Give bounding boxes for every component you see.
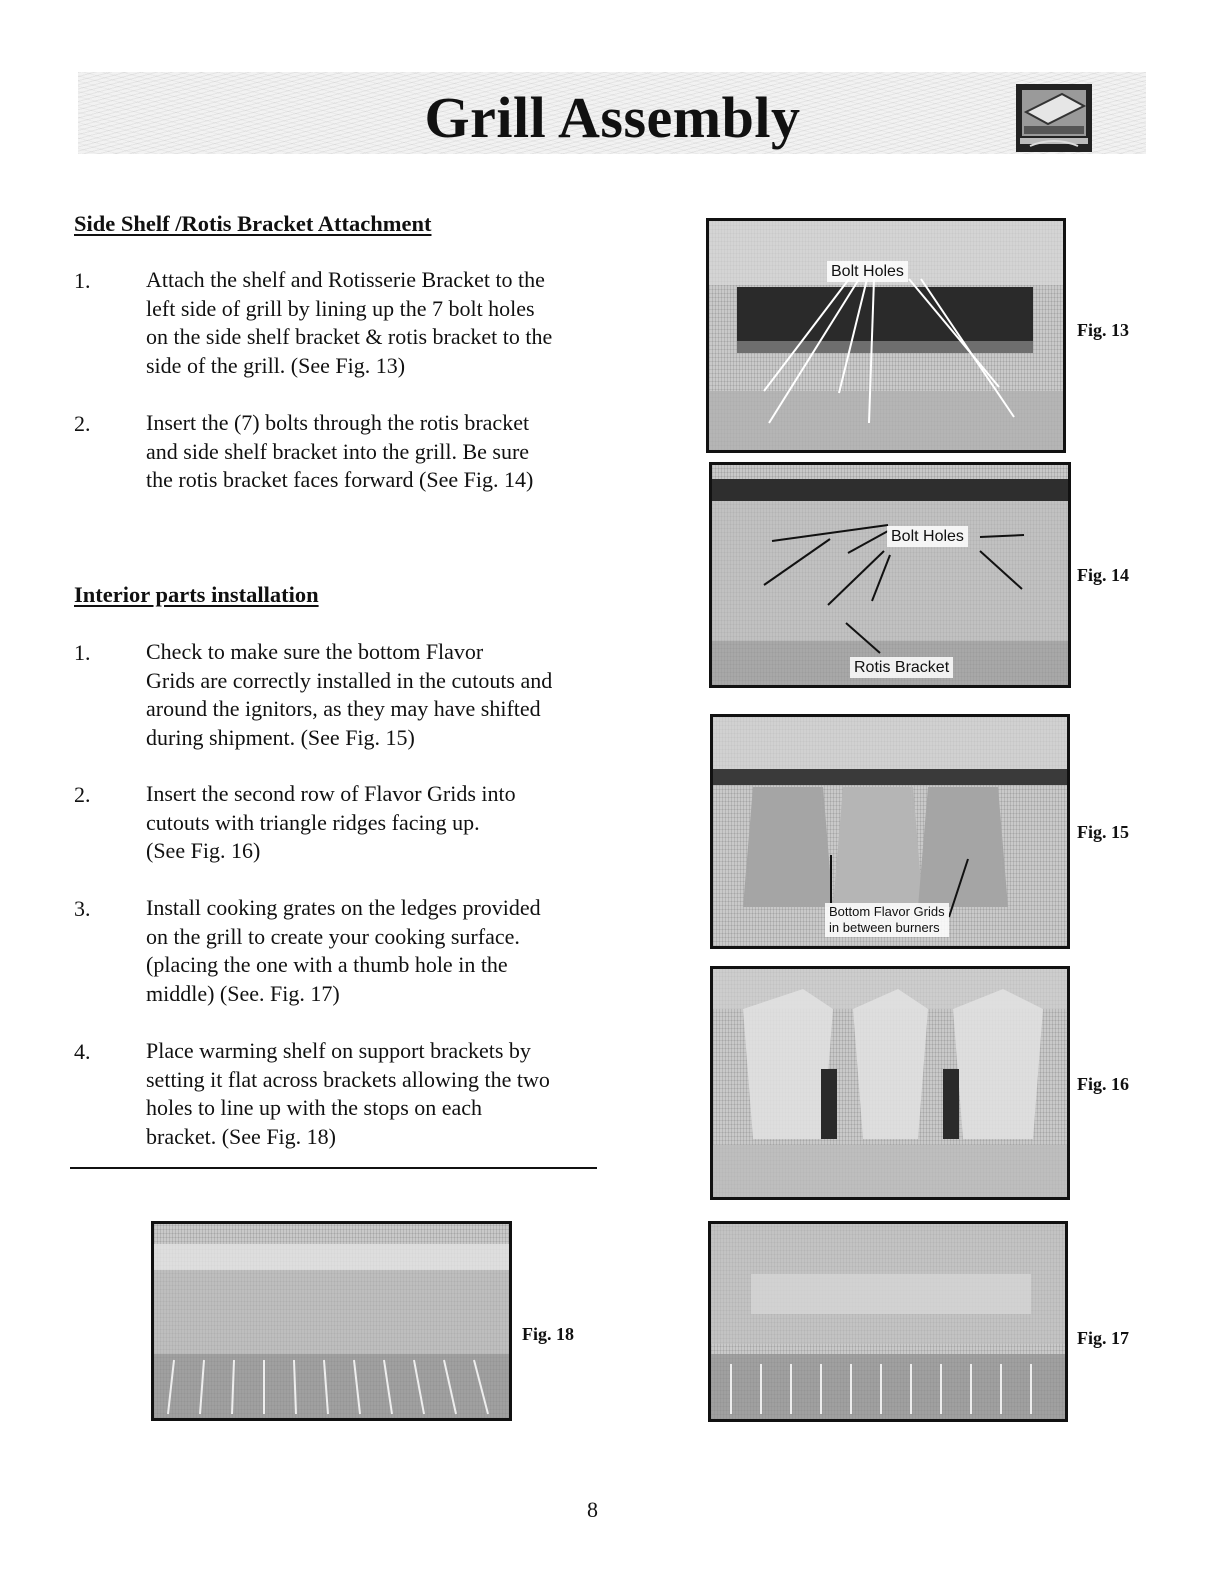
grill-icon (1014, 80, 1094, 156)
step-line: cutouts with triangle ridges facing up. (146, 809, 480, 835)
step-line: (See Fig. 16) (146, 838, 261, 863)
step-text (146, 409, 606, 495)
figure-16-photo (710, 966, 1070, 1200)
callout-line: Bottom Flavor Grids (829, 904, 945, 919)
figure-label: Fig. 15 (1077, 822, 1129, 842)
figure-label: Fig. 13 (1077, 320, 1129, 340)
figure-18-photo (151, 1221, 512, 1421)
step-line: around the ignitors, as they may have shifted (146, 696, 541, 721)
step-number: 1. (74, 640, 91, 665)
step-line: Install cooking grates on the ledges provided (146, 895, 541, 920)
figure-13-photo (706, 218, 1066, 453)
step-line: Place warming shelf on support brackets by (146, 1038, 531, 1063)
figure-label: Fig. 16 (1077, 1074, 1129, 1094)
callout-bolt-holes: Bolt Holes (887, 526, 968, 547)
figure-label: Fig. 14 (1077, 565, 1129, 585)
step-line: Insert the second row of Flavor Grids into (146, 781, 516, 806)
step-text (146, 1037, 606, 1151)
step-number: 4. (74, 1039, 91, 1064)
step-line: on the side shelf bracket & rotis bracket to the (146, 324, 553, 349)
step-number: 1. (74, 268, 91, 293)
step-line: and side shelf bracket into the grill. Be sure (146, 438, 530, 464)
step-line: Attach the shelf and Rotisserie Bracket to the (146, 267, 545, 292)
step-number: 2. (74, 782, 91, 807)
step-line: side of the grill. (See Fig. 13) (146, 352, 406, 378)
step-number: 3. (74, 896, 91, 921)
step-line: during shipment. (See Fig. 15) (146, 724, 415, 750)
step-line: Insert the (7) bolts through the rotis bracket (146, 410, 530, 435)
section-divider (70, 1167, 597, 1169)
callout-bottom-flavor-grids (825, 903, 949, 937)
step-line: bracket. (See Fig. 18) (146, 1123, 336, 1149)
step-line: on the grill to create your cooking surface. (146, 923, 520, 949)
step-text (146, 266, 606, 380)
figure-label: Fig. 17 (1077, 1328, 1129, 1348)
page-number: 8 (587, 1497, 598, 1522)
callout-rotis-bracket: Rotis Bracket (850, 657, 953, 678)
callout-bolt-holes: Bolt Holes (827, 261, 908, 282)
step-line: middle) (See. Fig. 17) (146, 980, 340, 1006)
section-heading-interior-parts: Interior parts installation (74, 582, 319, 607)
step-line: setting it flat across brackets allowing the two (146, 1066, 550, 1092)
figure-15-photo (710, 714, 1070, 949)
step-text (146, 780, 606, 866)
step-line: the rotis bracket faces forward (See Fig. 14) (146, 467, 534, 492)
step-number: 2. (74, 411, 91, 436)
page-title: Grill Assembly (424, 85, 801, 150)
section-heading-side-shelf: Side Shelf /Rotis Bracket Attachment (74, 211, 432, 236)
step-line: Grids are correctly installed in the cutouts and (146, 667, 553, 693)
step-line: left side of grill by lining up the 7 bolt holes (146, 295, 535, 321)
figure-14-photo (709, 462, 1071, 688)
figure-label: Fig. 18 (522, 1324, 574, 1344)
step-line: (placing the one with a thumb hole in the (146, 952, 508, 977)
step-line: holes to line up with the stops on each (146, 1095, 483, 1120)
step-text (146, 638, 606, 752)
step-text (146, 894, 606, 1008)
step-line: Check to make sure the bottom Flavor (146, 639, 484, 664)
callout-line: in between burners (829, 920, 940, 935)
figure-17-photo (708, 1221, 1068, 1422)
